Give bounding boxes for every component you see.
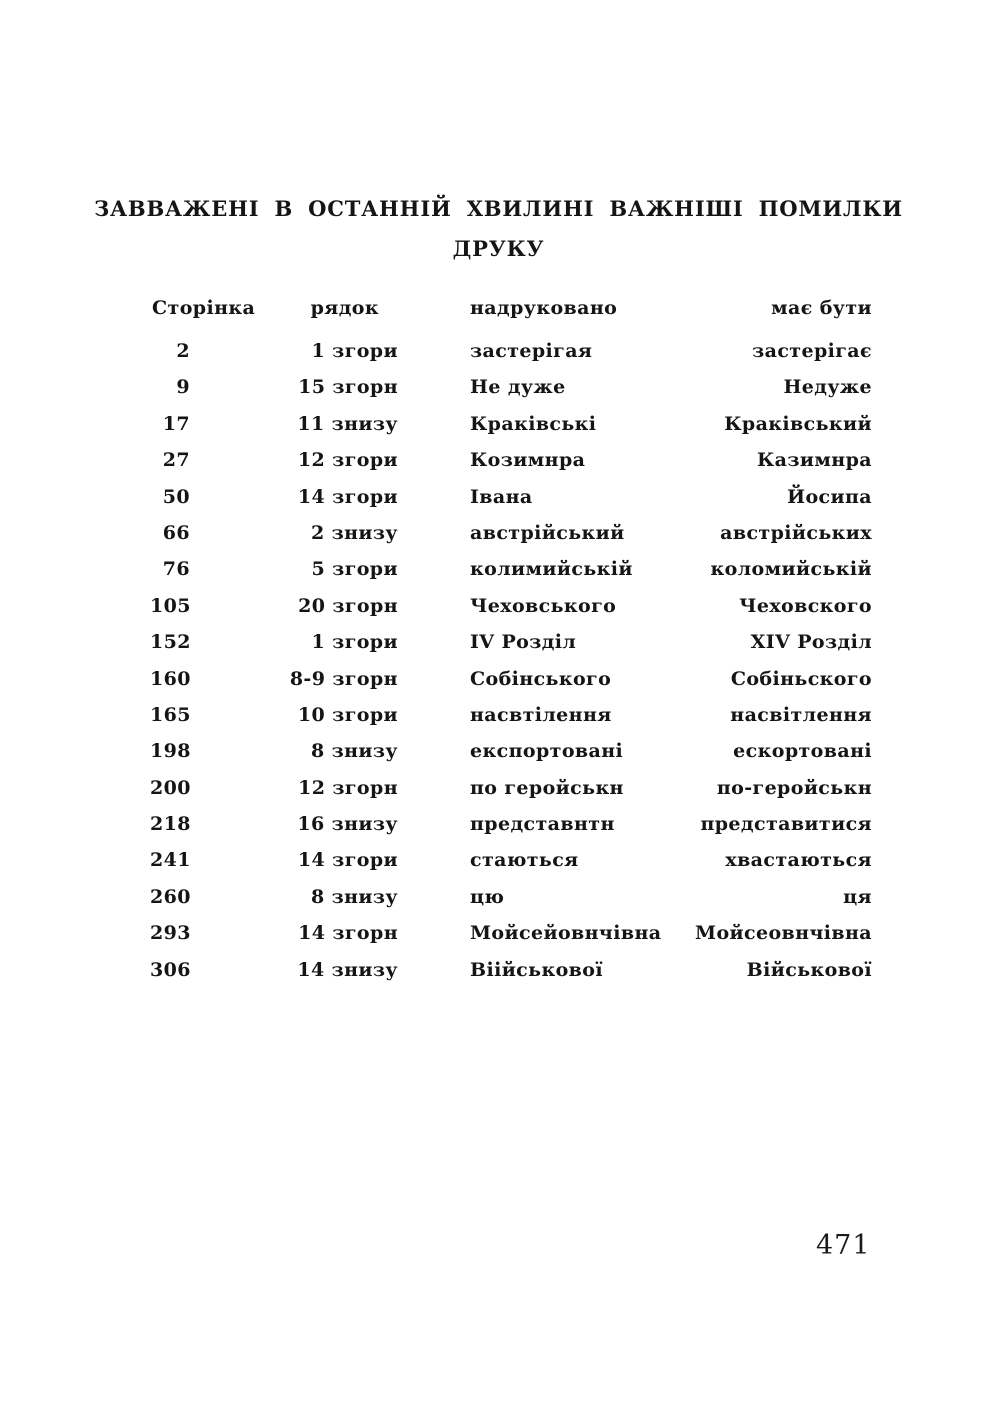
cell-printed: Чеховського bbox=[470, 594, 617, 617]
cell-page: 293 bbox=[150, 922, 191, 945]
table-row bbox=[150, 813, 880, 849]
cell-printed: стаються bbox=[470, 849, 579, 872]
cell-page: 241 bbox=[150, 849, 191, 872]
table-row bbox=[150, 631, 880, 667]
table-row bbox=[150, 486, 880, 522]
cell-line: 1 згори bbox=[311, 631, 398, 654]
cell-printed: Мойсейовнчівна bbox=[470, 922, 662, 945]
cell-page: 17 bbox=[162, 412, 190, 435]
cell-line: 16 знизу bbox=[297, 813, 398, 836]
cell-should-be: представитися bbox=[700, 813, 872, 836]
cell-page: 218 bbox=[150, 813, 191, 836]
cell-line: 8 знизу bbox=[310, 740, 398, 763]
cell-page: 198 bbox=[150, 740, 191, 763]
cell-line: 12 згорн bbox=[298, 776, 398, 799]
column-header-line: рядок bbox=[310, 297, 379, 319]
column-header-page: Сторінка bbox=[152, 297, 256, 319]
cell-printed: Собінського bbox=[470, 667, 612, 690]
cell-page: 66 bbox=[162, 521, 190, 544]
table-row bbox=[150, 413, 880, 449]
cell-should-be: Казимнра bbox=[756, 449, 872, 472]
cell-should-be: Чеховского bbox=[739, 594, 872, 617]
cell-line: 20 згорн bbox=[298, 594, 398, 617]
cell-line: 14 згори bbox=[297, 849, 398, 872]
table-row bbox=[150, 449, 880, 485]
table-row bbox=[150, 886, 880, 922]
cell-should-be: коломийській bbox=[710, 558, 872, 581]
table-row bbox=[150, 922, 880, 958]
cell-should-be: насвітлення bbox=[730, 703, 872, 726]
cell-page: 50 bbox=[162, 485, 190, 508]
cell-line: 14 згори bbox=[297, 485, 398, 508]
cell-line: 1 згори bbox=[311, 340, 398, 362]
cell-should-be: XIV Розділ bbox=[750, 631, 872, 654]
table-row bbox=[150, 849, 880, 885]
cell-page: 27 bbox=[162, 449, 190, 472]
cell-page: 306 bbox=[150, 958, 191, 981]
table-row bbox=[150, 340, 880, 376]
title-line-2: ДРУКУ bbox=[452, 236, 545, 261]
cell-page: 105 bbox=[150, 594, 191, 617]
page-number: 471 bbox=[816, 1230, 871, 1261]
cell-printed: Віійськової bbox=[470, 958, 603, 981]
cell-printed: Не дуже bbox=[470, 376, 566, 399]
errata-table bbox=[150, 297, 880, 995]
table-row bbox=[150, 376, 880, 412]
cell-should-be: Собіньского bbox=[730, 667, 872, 690]
cell-page: 76 bbox=[162, 558, 190, 581]
cell-should-be: ця bbox=[843, 885, 872, 908]
cell-printed: цю bbox=[470, 885, 505, 908]
cell-line: 5 згори bbox=[311, 558, 398, 581]
column-header-should-be: має бути bbox=[771, 297, 872, 319]
cell-printed: по геройськн bbox=[470, 776, 624, 799]
cell-should-be: австрійських bbox=[720, 521, 872, 544]
cell-printed: колимийській bbox=[470, 558, 633, 581]
cell-page: 260 bbox=[150, 885, 191, 908]
table-row bbox=[150, 558, 880, 594]
table-row bbox=[150, 595, 880, 631]
cell-should-be: застерігає bbox=[752, 340, 872, 362]
cell-line: 2 знизу bbox=[310, 521, 398, 544]
page-title bbox=[0, 197, 997, 260]
cell-line: 11 знизу bbox=[297, 412, 398, 435]
cell-page: 165 bbox=[150, 703, 191, 726]
cell-should-be: Військової bbox=[746, 958, 872, 981]
table-row bbox=[150, 704, 880, 740]
cell-line: 14 згорн bbox=[298, 922, 398, 945]
cell-should-be: хвастаються bbox=[725, 849, 872, 872]
table-row bbox=[150, 740, 880, 776]
cell-printed: IV Розділ bbox=[470, 631, 577, 654]
table-row bbox=[150, 668, 880, 704]
cell-line: 8 знизу bbox=[310, 885, 398, 908]
cell-page: 2 bbox=[176, 340, 190, 362]
table-row bbox=[150, 777, 880, 813]
table-row bbox=[150, 522, 880, 558]
table-body bbox=[150, 340, 880, 995]
cell-printed: представнтн bbox=[470, 813, 615, 836]
cell-page: 152 bbox=[150, 631, 191, 654]
cell-line: 14 знизу bbox=[297, 958, 398, 981]
cell-should-be: Мойсеовнчівна bbox=[695, 922, 872, 945]
cell-printed: австрійський bbox=[470, 521, 625, 544]
cell-printed: насвтілення bbox=[470, 703, 612, 726]
cell-should-be: Йосипа bbox=[787, 485, 872, 508]
cell-line: 15 згорн bbox=[298, 376, 398, 399]
cell-printed: Козимнра bbox=[470, 449, 586, 472]
cell-should-be: ескортовані bbox=[733, 740, 872, 763]
title-line-1: ЗАВВАЖЕНІ В ОСТАННІЙ ХВИЛИНІ ВАЖНІШІ ПОМИЛКИ bbox=[94, 196, 903, 221]
cell-should-be: Краківський bbox=[724, 412, 872, 435]
table-row bbox=[150, 959, 880, 995]
cell-printed: Краківські bbox=[470, 412, 597, 435]
cell-line: 12 згори bbox=[297, 449, 398, 472]
column-header-printed: надруковано bbox=[470, 297, 618, 319]
cell-printed: Івана bbox=[470, 485, 533, 508]
cell-page: 9 bbox=[176, 376, 190, 399]
cell-page: 160 bbox=[150, 667, 191, 690]
cell-line: 10 згори bbox=[297, 703, 398, 726]
cell-should-be: по-геройськн bbox=[716, 776, 872, 799]
cell-printed: експортовані bbox=[470, 740, 624, 763]
cell-line: 8-9 згорн bbox=[289, 667, 398, 690]
cell-printed: застерігая bbox=[470, 340, 593, 362]
cell-page: 200 bbox=[150, 776, 191, 799]
cell-should-be: Недуже bbox=[783, 376, 872, 399]
table-header-row bbox=[150, 297, 880, 327]
